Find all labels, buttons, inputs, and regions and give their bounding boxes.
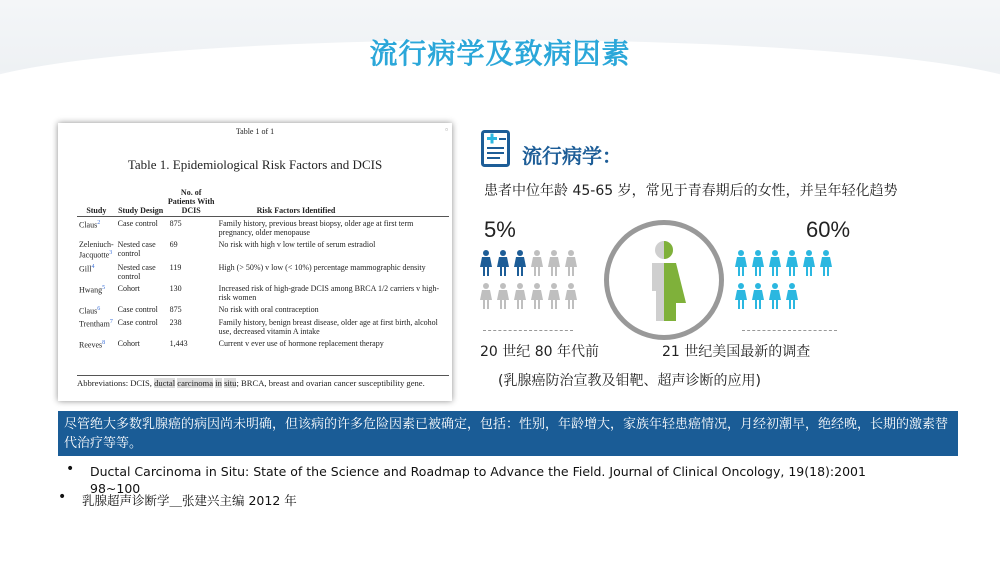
cell-study: Gill$^4$: [79, 263, 95, 274]
cell-design: Cohort: [117, 339, 140, 349]
gender-circle: [604, 220, 724, 340]
cell-study: Claus$^2$: [79, 220, 101, 230]
person-icon-highlighted: [735, 283, 747, 309]
cell-risk-factors: Increased risk of high-grade DCIS among BRCA 1/2 carriers v high-risk women: [218, 283, 440, 302]
person-icon-highlighted: [735, 250, 747, 276]
cell-risk-factors: High (> 50%) v low (< 10%) percentage mammographic density: [218, 262, 426, 272]
male-female-icon: [609, 225, 719, 335]
cell-risk-factors: Family history, previous breast biopsy, older age at first term pregnancy, older menopause: [218, 219, 414, 237]
cell-patients: 119: [169, 262, 182, 272]
table-row: [77, 337, 449, 351]
cell-design: Nested case control: [117, 240, 156, 258]
cell-design: Case control: [117, 318, 158, 328]
reference-text: Ductal Carcinoma in Situ: State of the Science and Roadmap to Advance the Field. Journal of Clinical Oncology, 19(18):2001 98~100: [90, 464, 866, 496]
person-icon-highlighted: [803, 250, 815, 276]
cell-risk-factors: No risk with oral contraception: [218, 304, 319, 314]
epidemiology-description: 患者中位年龄 45-65 岁，常见于青春期后的女性，并呈年轻化趋势: [484, 183, 898, 199]
person-icon-highlighted: [820, 250, 832, 276]
table-row: [77, 282, 449, 303]
table-caption: Table 1 of 1: [235, 127, 275, 136]
medical-document-icon: [481, 130, 513, 168]
pictogram-svg-right: [735, 250, 840, 315]
label-before-1980: 20 世纪 80 年代前: [480, 344, 599, 360]
cell-patients: 69: [169, 240, 178, 249]
person-icon: [548, 250, 560, 276]
cell-risk-factors: Family history, benign breast disease, older age at first birth, alcohol use, decreased vitamin A intake: [218, 318, 438, 337]
cell-design: Case control: [117, 304, 158, 314]
person-icon-highlighted: [769, 250, 781, 276]
cell-risk-factors: Current v ever use of hormone replacement therapy: [218, 339, 384, 349]
person-icon-highlighted: [786, 250, 798, 276]
risk-factor-table: [77, 188, 449, 351]
person-icon-highlighted: [497, 250, 509, 276]
table-row: [77, 303, 449, 317]
person-icon: [565, 250, 577, 276]
pictogram-before-1980: [480, 250, 590, 315]
bullet-icon: •: [66, 461, 75, 477]
col-study: Study: [77, 188, 116, 217]
risk-factor-banner: 尽管绝大多数乳腺癌的病因尚未明确，但该病的许多危险因素已被确定，包括：性别，年龄增大，家族年轻患癌情况，月经初潮早，绝经晚，长期的激素替代治疗等等。: [58, 411, 958, 456]
survey-note: (乳腺癌防治宣教及钼靶、超声诊断的应用): [498, 373, 761, 389]
cell-design: Cohort: [117, 283, 140, 293]
person-icon: [565, 283, 577, 309]
person-icon: [531, 283, 543, 309]
cell-design: Nested case control: [117, 262, 156, 281]
person-icon-highlighted: [752, 283, 764, 309]
person-icon-highlighted: [769, 283, 781, 309]
table-row: [77, 238, 449, 261]
pictogram-svg-left: [480, 250, 590, 315]
person-icon-highlighted: [514, 250, 526, 276]
cell-study: Trentham$^7$: [79, 319, 113, 329]
col-patients: No. of Patients With DCIS: [166, 188, 217, 217]
divider-left: [483, 330, 573, 331]
person-icon: [514, 283, 526, 309]
dcis-table-figure: [58, 123, 452, 401]
person-icon: [480, 283, 492, 309]
cell-study: Reeves$^8$: [79, 340, 106, 350]
cell-patients: 1,443: [169, 339, 188, 349]
person-icon-highlighted: [752, 250, 764, 276]
image-marker-icon: ▫: [445, 125, 448, 134]
person-icon: [531, 250, 543, 276]
reference-text: 乳腺超声诊断学＿张建兴主编 2012 年: [82, 493, 297, 508]
slide-title: 流行病学及致病因素: [369, 37, 631, 70]
divider-right: [742, 330, 837, 331]
person-icon-highlighted: [786, 283, 798, 309]
table-abbreviations: Abbreviations: DCIS, ductal carcinoma in situ; BRCA, breast and ovarian cancer susceptibility gene.: [77, 375, 449, 388]
cell-study: Claus$^6$: [79, 305, 101, 316]
cell-design: Case control: [117, 219, 158, 228]
table-title: Table 1. Epidemiological Risk Factors and DCIS: [127, 157, 383, 172]
percent-before-1980: 5%: [484, 217, 516, 242]
cell-risk-factors: No risk with high v low tertile of serum estradiol: [218, 240, 376, 249]
person-icon: [497, 283, 509, 309]
person-icon-highlighted: [480, 250, 492, 276]
cell-patients: 875: [169, 304, 182, 314]
table-row: [77, 261, 449, 282]
col-risk-factors: Risk Factors Identified: [217, 188, 449, 217]
cell-patients: 875: [169, 219, 182, 228]
epidemiology-title: 流行病学：: [522, 144, 622, 168]
person-icon: [548, 283, 560, 309]
bullet-icon: •: [58, 489, 67, 505]
percent-recent-survey: 60%: [806, 217, 851, 242]
table-row: [77, 217, 449, 239]
cell-patients: 130: [169, 283, 182, 293]
cell-study: Hwang$^5$: [79, 284, 106, 295]
pictogram-recent-survey: [735, 250, 835, 285]
cell-patients: 238: [169, 318, 182, 328]
table-row: [77, 316, 449, 337]
cell-study: Zeleniuch-Jacquotte$^3$: [79, 240, 114, 260]
label-recent-survey: 21 世纪美国最新的调查: [662, 344, 811, 360]
col-design: Study Design: [116, 188, 166, 217]
